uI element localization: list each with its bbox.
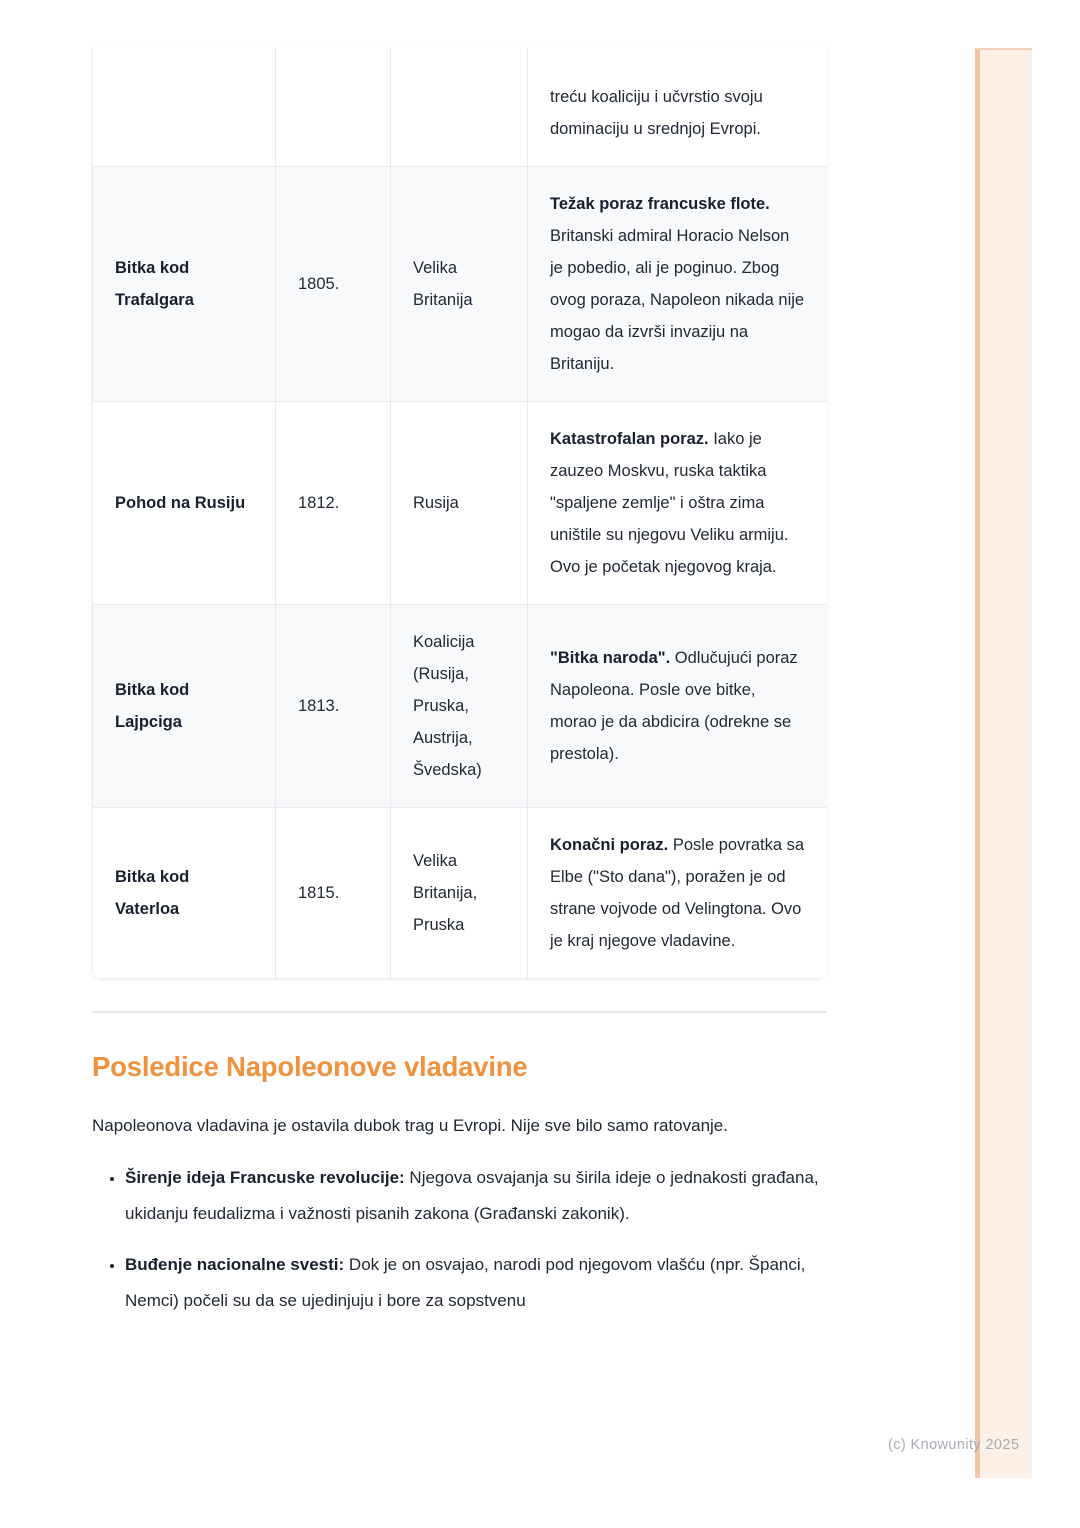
battle-description-cell	[528, 48, 828, 166]
description-text: Britanski admiral Horacio Nelson je pobedio, ali je poginuo. Zbog ovog poraza, Napoleon nikada nije mogao da izvrši invaziju na Britaniju.	[550, 226, 805, 373]
copyright-watermark: (c) Knowunity 2025	[888, 1437, 1020, 1453]
battle-year-cell: 1815.	[276, 807, 391, 978]
table-row-trafalgar	[93, 166, 828, 401]
list-item	[125, 1160, 827, 1232]
battle-name-cell: Bitka kod Lajpciga	[93, 604, 276, 807]
description-text: Odlučujući poraz Napoleona. Posle ove bitke, morao je da abdicira (odrekne se prestola).	[550, 648, 798, 763]
description-lead: Težak poraz francuske flote.	[550, 194, 770, 213]
battle-description-cell	[528, 807, 828, 978]
battle-year-cell	[276, 48, 391, 166]
list-item-text: Dok je on osvajao, narodi pod njegovom vlašću (npr. Španci, Nemci) počeli su da se ujedinjuju i bore za sopstvenu	[125, 1254, 806, 1310]
battle-description-cell	[528, 401, 828, 604]
intro-paragraph: Napoleonova vladavina je ostavila dubok trag u Evropi. Nije sve bilo samo ratovanje.	[92, 1115, 728, 1135]
battles-table-wrapper	[92, 48, 827, 979]
battle-name-cell: Bitka kod Trafalgara	[93, 166, 276, 401]
battle-description-cell	[528, 604, 828, 807]
battle-name-cell	[93, 48, 276, 166]
page-content	[92, 48, 827, 1319]
battle-year-cell: 1812.	[276, 401, 391, 604]
description-lead: Katastrofalan poraz.	[550, 429, 709, 448]
battle-year-cell: 1805.	[276, 166, 391, 401]
battle-description-cell	[528, 166, 828, 401]
list-item-text: Njegova osvajanja su širila ideje o jednakosti građana, ukidanju feudalizma i važnosti pisanih zakona (Građanski zakonik).	[125, 1167, 819, 1223]
consequences-list	[92, 1160, 827, 1319]
list-item-lead: Buđenje nacionalne svesti:	[125, 1254, 345, 1274]
table-row-leipzig	[93, 604, 828, 807]
battle-name-cell: Pohod na Rusiju	[93, 401, 276, 604]
battles-table	[92, 48, 827, 979]
battle-name-cell: Bitka kod Vaterloa	[93, 807, 276, 978]
description-text: Iako je zauzeo Moskvu, ruska taktika "spaljene zemlje" i oštra zima uništile su njegovu Veliku armiju. Ovo je početak njegovog kraja.	[550, 429, 789, 576]
battle-year-cell: 1813.	[276, 604, 391, 807]
table-row-waterloo	[93, 807, 828, 978]
battle-opponent-cell	[391, 48, 528, 166]
section-heading: Posledice Napoleonove vladavine	[92, 1050, 528, 1082]
table-row-continued	[93, 48, 828, 166]
battle-opponent-cell: Rusija	[391, 401, 528, 604]
table-row-russia	[93, 401, 828, 604]
description-lead: Konačni poraz.	[550, 835, 669, 854]
battle-opponent-cell: Koalicija (Rusija, Pruska, Austrija, Švedska)	[391, 604, 528, 807]
section-divider	[92, 1011, 827, 1013]
battle-opponent-cell: Velika Britanija	[391, 166, 528, 401]
description-lead: "Bitka naroda".	[550, 648, 671, 667]
description-text: treću koaliciju i učvrstio svoju dominaciju u srednjoj Evropi.	[550, 87, 763, 138]
page-edge-decoration	[975, 48, 1032, 1478]
list-item	[125, 1247, 827, 1319]
list-item-lead: Širenje ideja Francuske revolucije:	[125, 1167, 405, 1187]
battle-opponent-cell: Velika Britanija, Pruska	[391, 807, 528, 978]
description-text: Posle povratka sa Elbe ("Sto dana"), poražen je od strane vojvode od Velingtona. Ovo je kraj njegove vladavine.	[550, 835, 805, 950]
